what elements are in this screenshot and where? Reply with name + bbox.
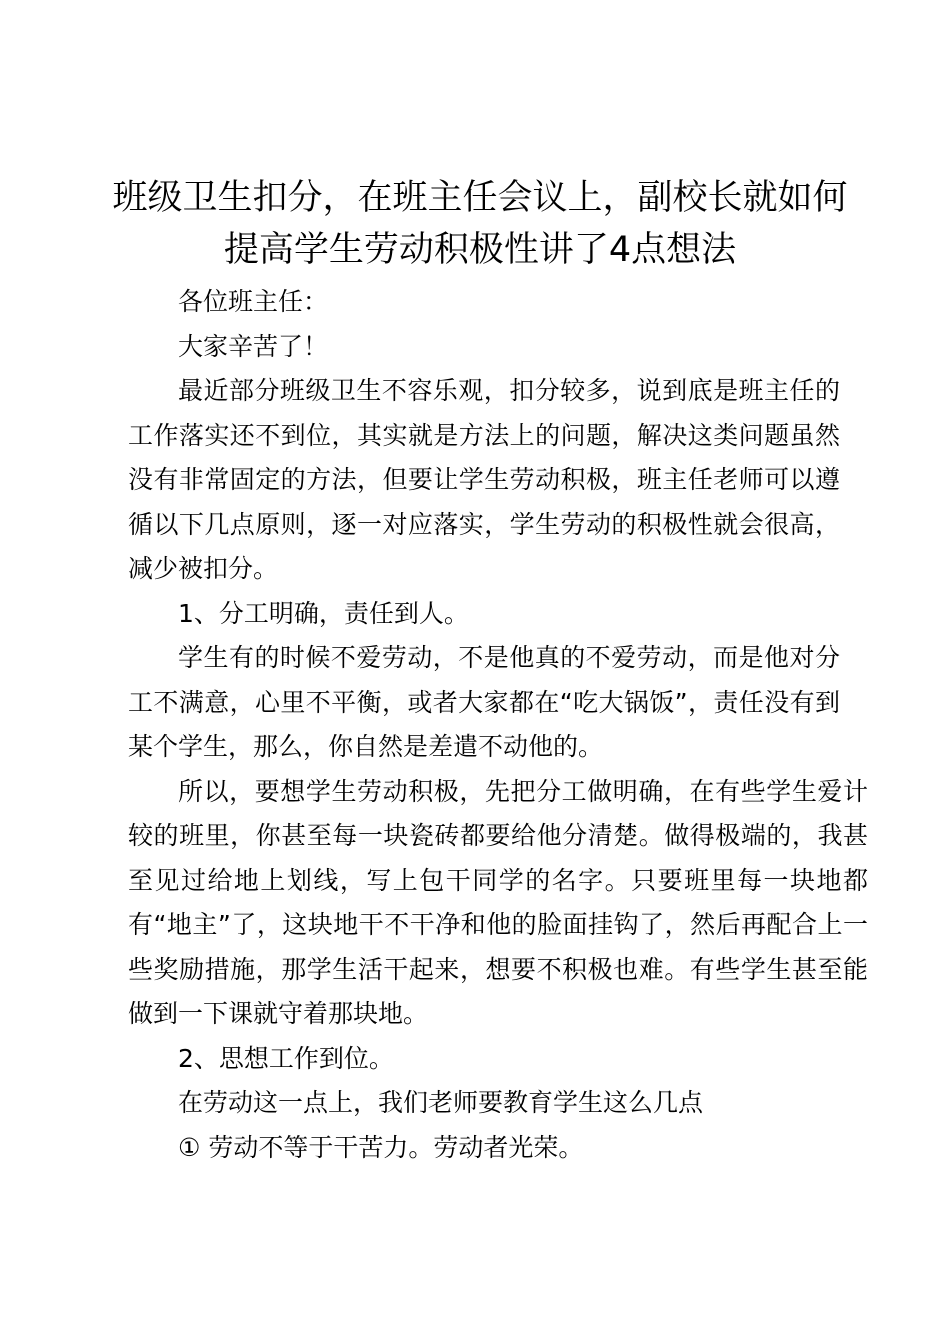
salutation: 大家辛苦了！ <box>178 331 329 361</box>
document-title: 班级卫生扣分，在班主任会议上，副校长就如何提高学生劳动积极性讲了4点想法 <box>112 178 848 270</box>
intro-paragraph: 最近部分班级卫生不容乐观，扣分较多，说到底是班主任的工作落实还不到位，其实就是方法上的问题，解决这类问题虽然没有非常固定的方法，但要让学生劳动积极，班主任老师可以遵循以下几点原则，逐一对应落实，学生劳动的积极性就会很高，减少被扣分。 <box>128 376 840 583</box>
section-heading-1: 1、分工明确，责任到人。 <box>178 598 469 628</box>
section-1-paragraph-1: 学生有的时候不爱劳动，不是他真的不爱劳动，而是他对分工不满意，心里不平衡，或者大家都在“吃大锅饭”，责任没有到某个学生，那么，你自然是差遣不动他的。 <box>128 643 840 761</box>
greeting: 各位班主任： <box>178 287 329 316</box>
list-item: ① 劳动不等于干苦力。劳动者光荣。 <box>178 1132 584 1162</box>
section-1-paragraph-2: 所以，要想学生劳动积极，先把分工做明确，在有些学生爱计较的班里，你甚至每一块瓷砖都要给他分清楚。做得极端的，我甚至见过给地上划线，写上包干同学的名字。只要班里每一块地都有“地主”了，这块地干不干净和他的脸面挂钩了，然后再配合上一些奖励措施，那学生活干起来，想要不积极也难。有些学生甚至能做到一下课就守着那块地。 <box>128 776 868 1028</box>
section-2-paragraph-1: 在劳动这一点上，我们老师要教育学生这么几点 <box>178 1088 704 1117</box>
document-body <box>128 280 868 1170</box>
section-heading-2: 2、思想工作到位。 <box>178 1043 394 1073</box>
